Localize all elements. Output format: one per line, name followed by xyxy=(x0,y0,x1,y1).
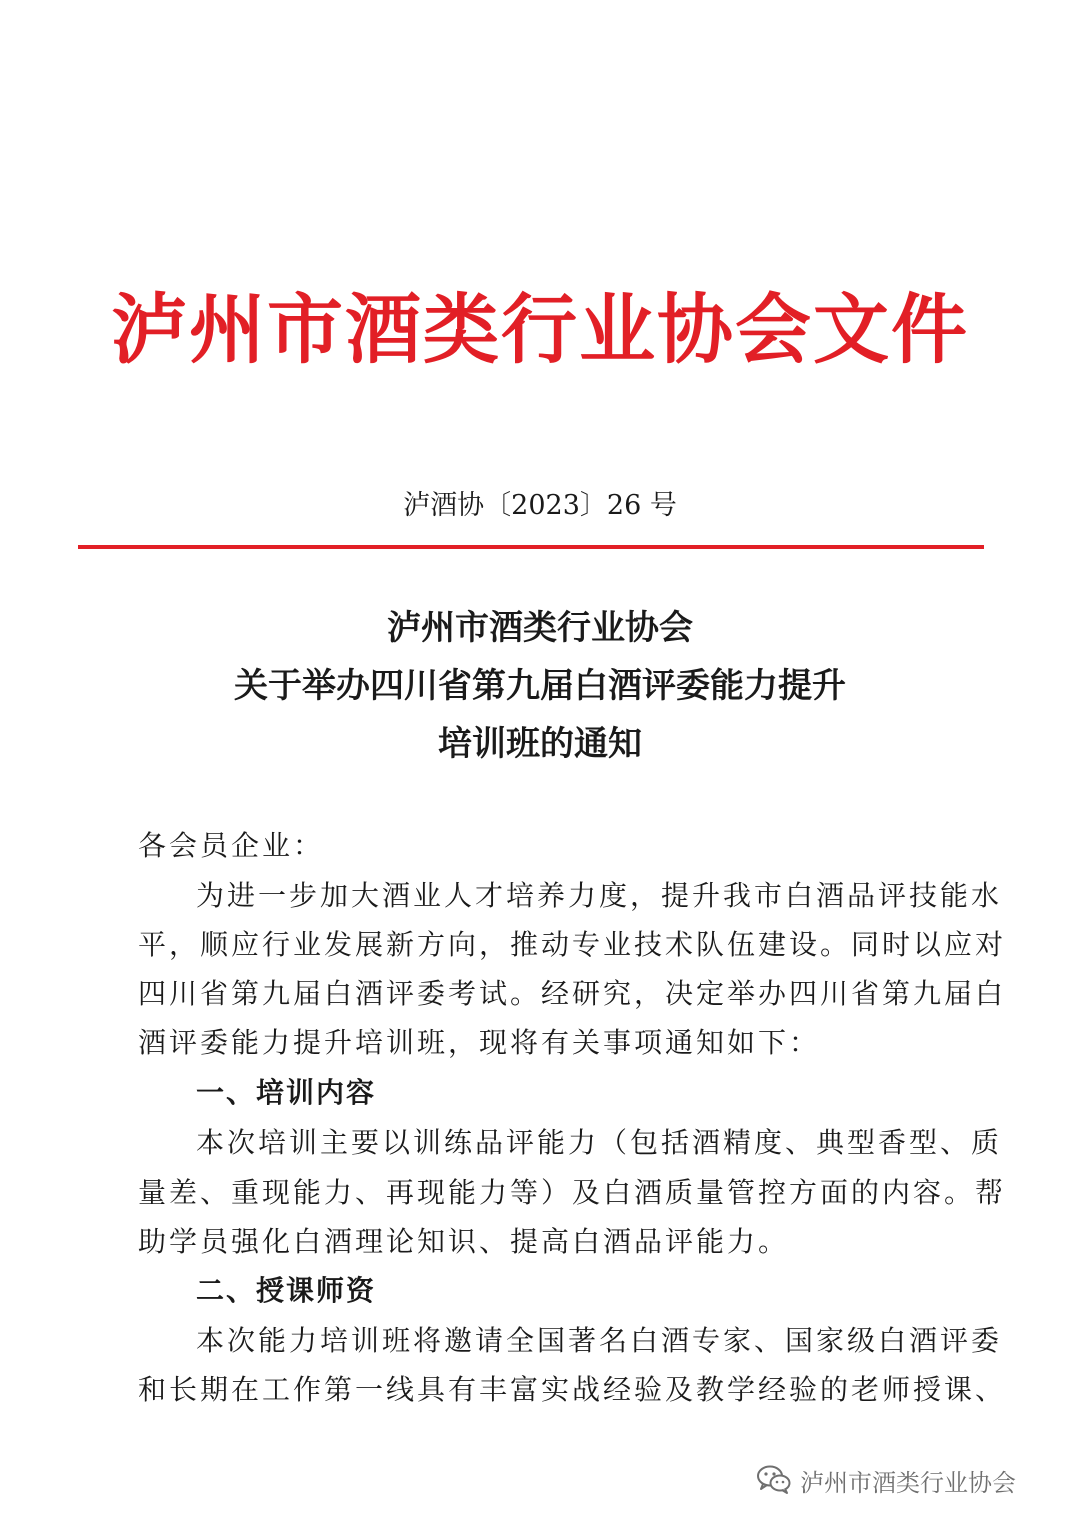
intro-line-1: 为进一步加大酒业人才培养力度，提升我市白酒品评技能水 xyxy=(196,879,1003,912)
intro-line-2: 平，顺应行业发展新方向，推动专业技术队伍建设。同时以应对 xyxy=(138,928,1007,961)
document-number: 泸酒协〔2023〕26 号 xyxy=(403,490,677,521)
watermark-text: 泸州市酒类行业协会 xyxy=(800,1468,1016,1497)
intro-line-4: 酒评委能力提升培训班，现将有关事项通知如下： xyxy=(138,1026,821,1059)
section-2-line-1: 本次能力培训班将邀请全国著名白酒专家、国家级白酒评委 xyxy=(196,1324,1003,1357)
notice-title-line-2: 关于举办四川省第九届白酒评委能力提升 xyxy=(234,666,846,706)
wechat-icon xyxy=(756,1464,792,1496)
intro-line-3: 四川省第九届白酒评委考试。经研究，决定举办四川省第九届白 xyxy=(138,977,1007,1010)
section-2-heading: 二、授课师资 xyxy=(196,1274,377,1307)
section-1-line-3: 助学员强化白酒理论知识、提高白酒品评能力。 xyxy=(138,1225,790,1258)
salutation: 各会员企业： xyxy=(138,829,325,862)
section-1-line-1: 本次培训主要以训练品评能力（包括酒精度、典型香型、质 xyxy=(196,1126,1003,1159)
red-header-title: 泸州市酒类行业协会文件 xyxy=(111,285,969,374)
red-divider-line xyxy=(78,545,984,549)
notice-title-line-1: 泸州市酒类行业协会 xyxy=(387,608,693,648)
notice-title-line-3: 培训班的通知 xyxy=(438,724,642,764)
section-1-heading: 一、培训内容 xyxy=(196,1076,377,1109)
wechat-watermark xyxy=(756,1460,1016,1500)
section-1-line-2: 量差、重现能力、再现能力等）及白酒质量管控方面的内容。帮 xyxy=(138,1176,1007,1209)
section-2-line-2: 和长期在工作第一线具有丰富实战经验及教学经验的老师授课、 xyxy=(138,1373,1007,1406)
